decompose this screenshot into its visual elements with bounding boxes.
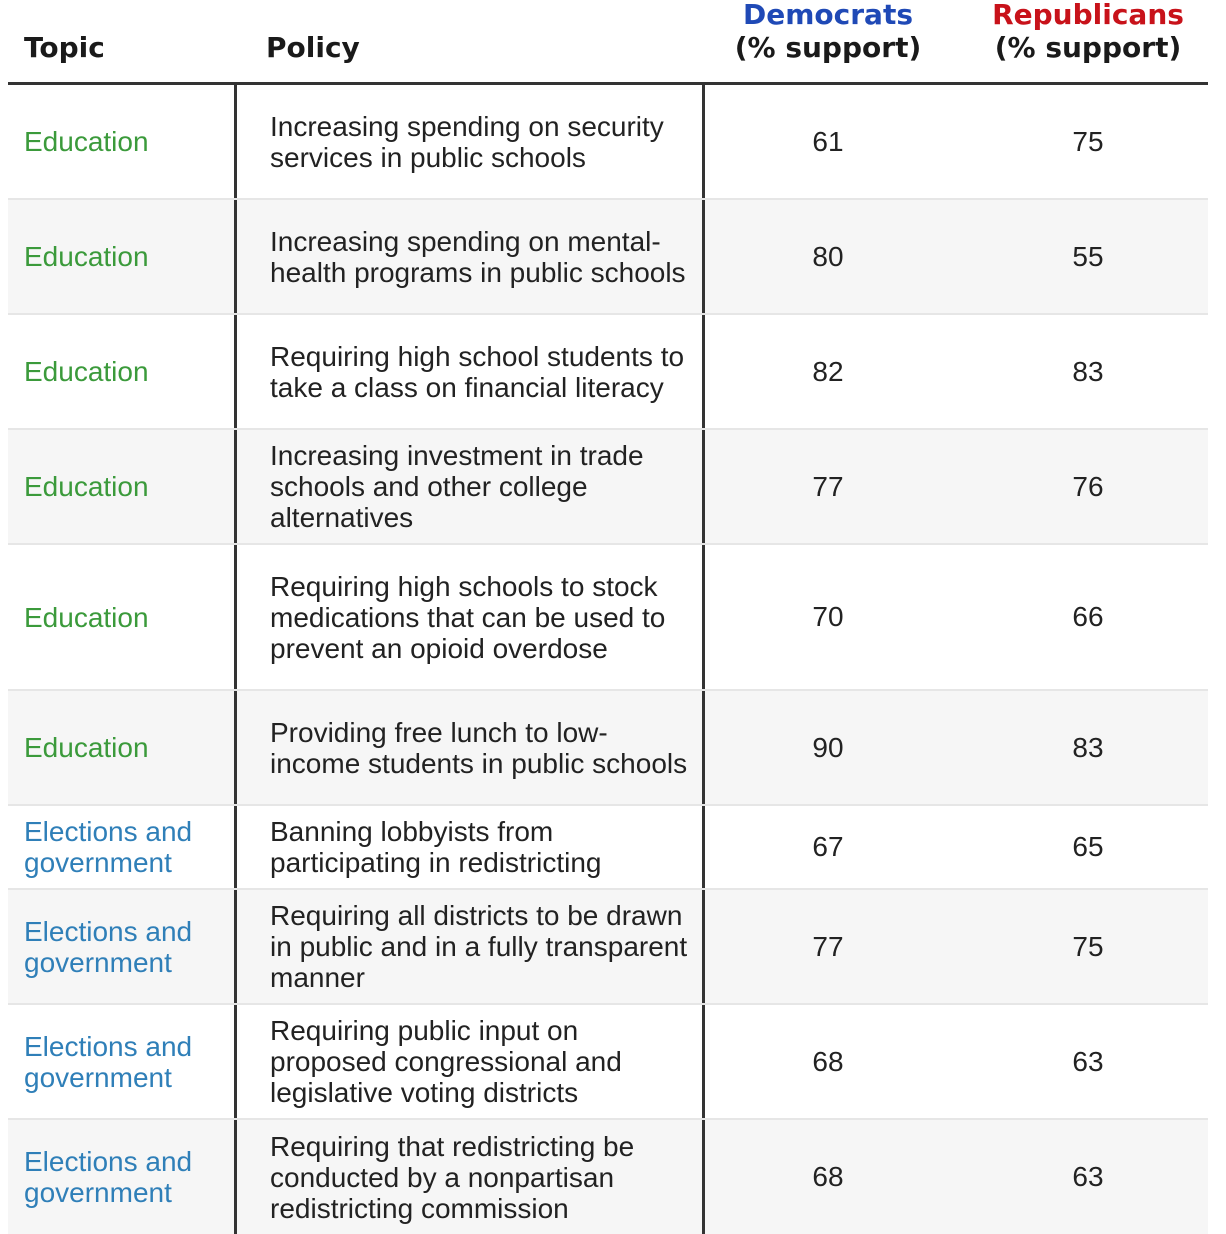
table-row [8, 806, 1208, 890]
topic-cell: Education [24, 601, 149, 633]
topic-cell: Elections and government [24, 816, 193, 878]
democrats-value: 77 [812, 470, 844, 502]
republicans-value: 76 [1072, 470, 1104, 502]
topic-cell: Elections and government [24, 915, 193, 978]
table-row [8, 1005, 1208, 1120]
column-divider [234, 315, 237, 428]
democrats-value: 82 [812, 355, 844, 387]
topic-cell: Education [24, 241, 149, 272]
column-divider [702, 545, 705, 689]
democrats-value: 80 [812, 240, 844, 272]
democrats-value: 67 [812, 831, 844, 862]
republicans-value: 83 [1072, 731, 1104, 763]
republicans-value: 55 [1072, 240, 1104, 272]
column-divider [234, 890, 237, 1003]
column-divider [702, 691, 705, 804]
policy-cell: Requiring high school students to take a class on financial literacy [270, 340, 685, 403]
column-divider [234, 1120, 237, 1234]
column-divider [234, 806, 237, 888]
democrats-value: 77 [812, 930, 844, 962]
policy-cell: Requiring public input on proposed congressional and legislative voting districts [270, 1015, 622, 1108]
column-header-policy: Policy [266, 31, 360, 64]
column-divider [234, 430, 237, 543]
table-row [8, 1120, 1208, 1234]
democrats-value: 68 [812, 1161, 844, 1192]
table-row [8, 890, 1208, 1005]
democrats-value: 61 [812, 125, 844, 157]
republicans-value: 66 [1072, 601, 1104, 632]
republicans-label: Republicans [992, 0, 1184, 31]
policy-cell: Increasing spending on mental-health programs in public schools [270, 225, 686, 288]
column-divider [702, 890, 705, 1003]
table-header [8, 0, 1208, 82]
column-divider [702, 1120, 705, 1234]
topic-cell: Education [24, 126, 149, 157]
column-divider [702, 315, 705, 428]
table-row [8, 545, 1208, 691]
table-row [8, 691, 1208, 806]
policy-cell: Providing free lunch to low-income students in public schools [270, 716, 688, 779]
topic-cell: Education [24, 356, 149, 387]
policy-cell: Requiring that redistricting be conducted by a nonpartisan redistricting commission [270, 1130, 635, 1224]
column-divider [702, 85, 705, 198]
column-header-topic: Topic [24, 31, 105, 64]
column-header-democrats [708, 0, 948, 64]
column-header-republicans [968, 0, 1208, 64]
policy-cell: Increasing investment in trade schools and other college alternatives [270, 440, 644, 533]
democrats-value: 90 [812, 731, 844, 763]
republicans-value: 65 [1072, 831, 1104, 862]
column-divider [702, 806, 705, 888]
republicans-value: 75 [1072, 125, 1104, 157]
republicans-value: 75 [1072, 930, 1104, 962]
table-row [8, 430, 1208, 545]
policy-cell: Requiring all districts to be drawn in public and in a fully transparent manner [270, 900, 688, 993]
topic-cell: Education [24, 471, 149, 502]
democrats-value: 68 [812, 1045, 844, 1077]
democrats-unit-label: (% support) [734, 31, 922, 64]
table-row [8, 85, 1208, 200]
republicans-value: 63 [1072, 1045, 1104, 1077]
topic-cell: Education [24, 732, 149, 763]
column-divider [234, 85, 237, 198]
table-body [8, 85, 1208, 1234]
policy-cell: Requiring high schools to stock medications that can be used to prevent an opioid overdose [270, 570, 666, 664]
democrats-value: 70 [812, 601, 844, 632]
policy-cell: Increasing spending on security services in public schools [270, 110, 664, 173]
democrats-label: Democrats [743, 0, 913, 31]
republicans-value: 83 [1072, 355, 1104, 387]
policy-cell: Banning lobbyists from participating in redistricting [270, 816, 602, 878]
table-row [8, 200, 1208, 315]
column-divider [702, 1005, 705, 1118]
republicans-value: 63 [1072, 1161, 1104, 1192]
column-divider [234, 1005, 237, 1118]
column-divider [234, 545, 237, 689]
column-divider [234, 691, 237, 804]
topic-cell: Elections and government [24, 1146, 193, 1208]
republicans-unit-label: (% support) [994, 31, 1182, 64]
topic-cell: Elections and government [24, 1030, 193, 1093]
column-divider [702, 200, 705, 313]
table-row [8, 315, 1208, 430]
column-divider [234, 200, 237, 313]
column-divider [702, 430, 705, 543]
